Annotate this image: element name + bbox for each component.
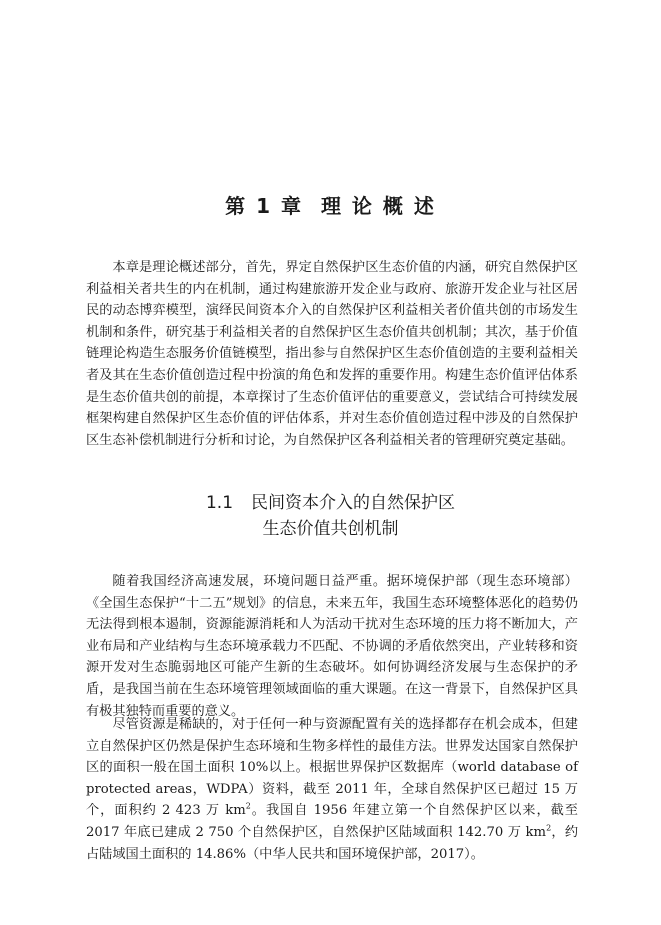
section-title-line-2: 生态价值共创机制 [262,519,399,539]
body-paragraph-1: 随着我国经济高速发展，环境问题日益严重。据环境保护部（现生态环境部）《全国生态保护“十二五”规划》的信息，未来五年，我国生态环境整体恶化的趋势仍无法得到根本遏制，资源能源消耗和人为活动干扰对生态环境的压力将不断加大，产业布局和产业结构与生态环境承载力不匹配、不协调的矛盾依然突出，产业转移和资源开发对生态脆弱地区可能产生新的生态破坏。如何协调经济发展与生态保护的矛盾，是我国当前在生态环境管理领域面临的重大课题。在这一背景下，自然保护区具有极其独特而重要的意义。 [86,574,578,719]
para-text-2: 。我国自 1956 年建立第一个自然保护区以来，截至 2017 年底已建成 2 750 个自然保护区，自然保护区陆域面积 142.70 万 km [86,803,578,840]
section-number: 1.1 [205,493,234,513]
section-title-text-1: 民间资本介入的自然保护区 [251,493,456,513]
section-title-line-1 [0,490,661,516]
chapter-number: 第 1 章 [225,194,303,218]
superscript-square: 2 [245,801,251,811]
body-paragraph-2 [86,714,578,865]
chapter-title [0,190,661,219]
section-title [0,490,661,542]
superscript-square: 2 [546,823,552,833]
chapter-name: 理 论 概 述 [320,194,436,218]
para-text-3: ，约占陆域国土面积的 14.86%（中华人民共和国环境保护部，2017）。 [86,824,579,862]
intro-paragraph: 本章是理论概述部分，首先，界定自然保护区生态价值的内涵，研究自然保护区利益相关者共生的内在机制，通过构建旅游开发企业与政府、旅游开发企业与社区居民的动态博弈模型，演绎民间资本介入的自然保护区利益相关者价值共创的市场发生机制和条件，研究基于利益相关者的自然保护区生态价值共创机制；其次，基于价值链理论构造生态服务价值链模型，指出参与自然保护区生态价值创造的主要利益相关者及其在生态价值创造过程中扮演的角色和发挥的重要作用。构建生态价值评估体系是生态价值共创的前提，本章探讨了生态价值评估的重要意义，尝试结合可持续发展框架构建自然保护区生态价值的评估体系，并对生态价值创造过程中涉及的自然保护区生态补偿机制进行分析和讨论，为自然保护区各利益相关者的管理研究奠定基础。 [86,260,578,448]
para-text-1: 尽管资源是稀缺的，对于任何一种与资源配置有关的选择都存在机会成本，但建立自然保护区仍然是保护生态环境和生物多样性的最佳方法。世界发达国家自然保护区的面积一般在国土面积 10%以上。根据世界保护区数据库（world database of protected areas，WDPA）资料，截至 2011 年，全球自然保护区已超过 15 万个，面积约 2 423 万 km [86,717,578,819]
